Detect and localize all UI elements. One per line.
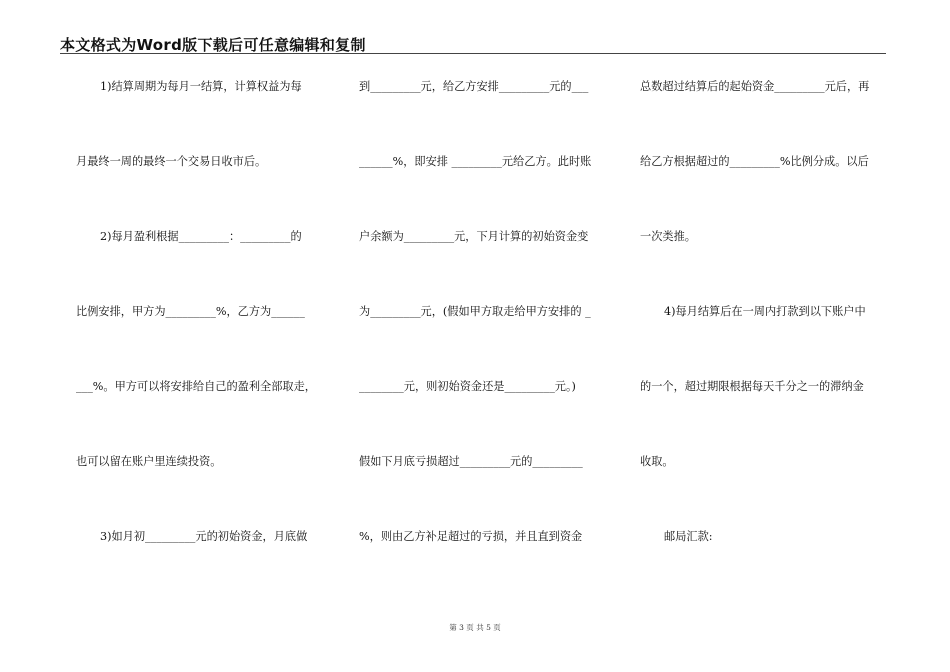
- document-header-title: 本文格式为Word版下载后可任意编辑和复制: [60, 36, 366, 54]
- text-line: 给乙方根据超过的_________%比例分成。以后: [640, 155, 869, 168]
- text-line: 3)如月初_________元的初始资金，月底做: [100, 530, 308, 543]
- text-line: 假如下月底亏损超过_________元的_________: [359, 455, 583, 468]
- text-line: 户余额为_________元，下月计算的初始资金变: [359, 230, 589, 243]
- text-line: 到_________元，给乙方安排_________元的___: [359, 80, 589, 93]
- text-line: 4)每月结算后在一周内打款到以下账户中: [664, 305, 866, 318]
- text-line: ___%。甲方可以将安排给自己的盈利全部取走，: [76, 380, 316, 393]
- text-line: 收取。: [640, 455, 674, 468]
- text-line: 的一个，超过期限根据每天千分之一的滞纳金: [640, 380, 864, 393]
- text-line: 一次类推。: [640, 230, 696, 243]
- text-line: ________元，则初始资金还是_________元。): [359, 380, 576, 393]
- text-line: 邮局汇款:: [664, 530, 713, 543]
- text-line: 2)每月盈利根据_________：_________的: [100, 230, 302, 243]
- page-number-footer: 第 3 页 共 5 页: [449, 623, 501, 632]
- text-line: 也可以留在账户里连续投资。: [76, 455, 222, 468]
- header-divider: [60, 53, 886, 54]
- text-line: ______%，即安排 _________元给乙方。此时账: [359, 155, 592, 168]
- text-line: 1)结算周期为每月一结算，计算权益为每: [100, 80, 302, 93]
- text-line: 月最终一周的最终一个交易日收市后。: [76, 155, 267, 168]
- text-line: 比例安排，甲方为_________%，乙方为______: [76, 305, 305, 318]
- text-line: 总数超过结算后的起始资金_________元后，再: [640, 80, 870, 93]
- text-line: 为_________元，(假如甲方取走给甲方安排的 _: [359, 305, 591, 318]
- text-line: %，则由乙方补足超过的亏损，并且直到资金: [359, 530, 583, 543]
